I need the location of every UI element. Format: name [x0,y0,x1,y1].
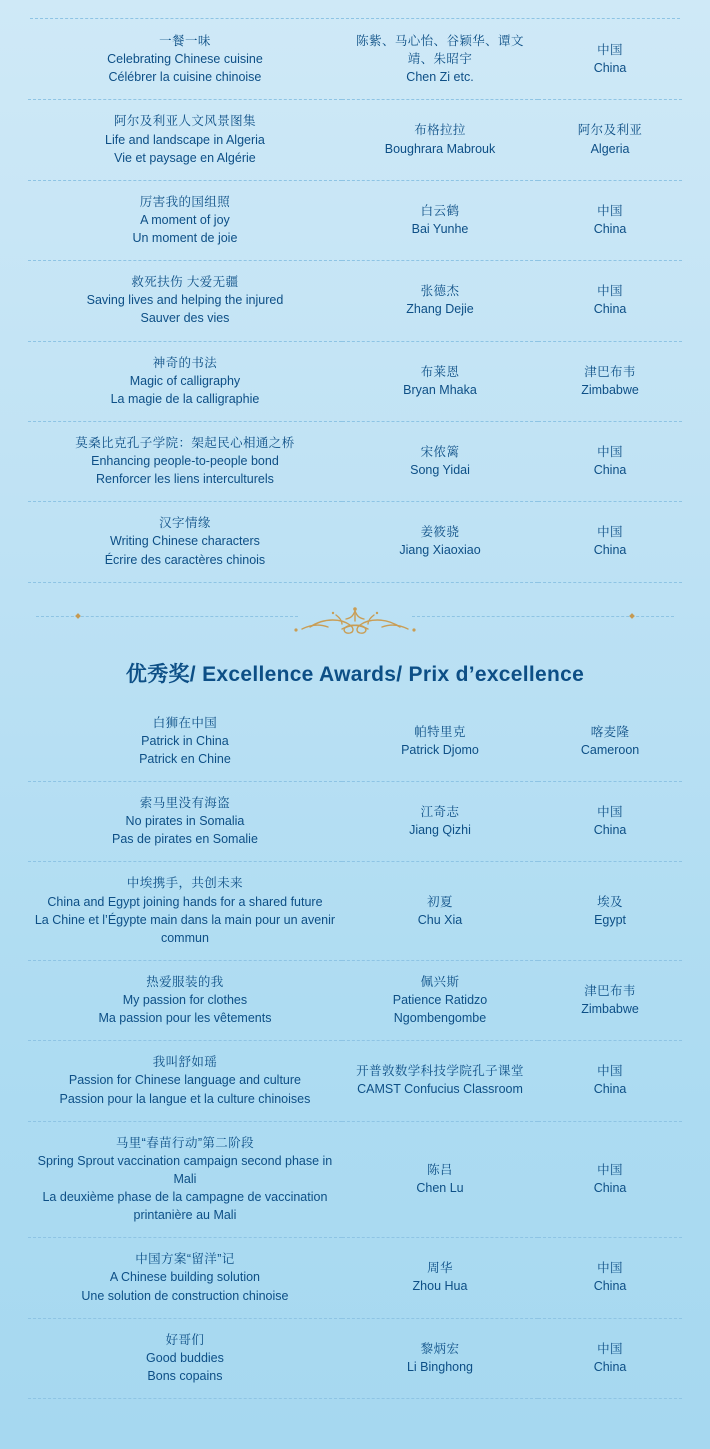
table-row [28,261,682,341]
entry-title-fr: Pas de pirates en Somalie [111,832,258,847]
entry-country-en: China [593,302,627,317]
entry-country-zh: 中国 [597,444,623,459]
entry-title-fr: Vie et paysage en Algérie [114,150,256,165]
entry-title-zh: 马里“春苗行动”第二阶段 [115,1135,255,1150]
entry-title-fr: Bons copains [147,1368,223,1383]
entry-author-cell [342,502,538,582]
entry-title-zh: 一餐一味 [159,34,211,48]
page-title [28,650,682,702]
entry-author-en: Chen Zi etc. [406,70,474,85]
entry-title-en: Saving lives and helping the injured [86,293,284,308]
entry-title-fr: Passion pour la langue et la culture chinoises [59,1091,311,1106]
entry-country-en: Cameroon [580,742,640,757]
table-row [28,702,682,782]
table-row [28,341,682,421]
entry-author-zh: 开普敦数学科技学院孔子课堂 [356,1064,524,1079]
entry-author-en: Patience Ratidzo Ngombengombe [392,993,488,1026]
top-awards-body [28,20,682,582]
entry-country-en: Zimbabwe [581,1002,639,1017]
entry-author-en: Song Yidai [410,463,470,478]
entry-title-fr: Sauver des vies [140,311,230,326]
entry-title-en: Enhancing people-to-people bond [91,454,279,468]
table-row [28,180,682,260]
table-row [28,1041,682,1121]
table-row [28,421,682,501]
entry-country-en: Algeria [590,141,630,156]
entry-country-en: China [593,221,627,236]
table-row [28,502,682,582]
entry-title-zh: 索马里没有海盗 [139,796,231,810]
entry-title-zh: 热爱服装的我 [146,974,224,989]
entry-author-cell [342,341,538,421]
entry-country-cell [538,100,682,180]
entry-author-en: Zhang Dejie [406,302,474,317]
entry-country-cell [538,341,682,421]
entry-author-en: Chu Xia [417,912,463,927]
flourish-ornament-icon [250,605,460,644]
entry-author-en: Jiang Qizhi [409,823,471,838]
entry-country-en: China [593,61,627,76]
entry-country-cell [538,782,682,862]
entry-title-cell [28,100,342,180]
entry-country-cell [538,1318,682,1398]
entry-country-zh: 喀麦隆 [590,724,630,739]
entry-title-cell [28,862,342,961]
entry-title-zh: 救死扶伤 大爱无疆 [131,275,239,290]
entry-title-cell [28,261,342,341]
entry-author-en: Patrick Djomo [401,742,479,757]
entry-country-cell [538,180,682,260]
entry-author-cell [342,862,538,961]
entry-author-zh: 黎炳宏 [420,1341,460,1356]
entry-country-en: China [593,463,627,478]
entry-country-cell [538,1041,682,1121]
entry-author-zh: 江奇志 [420,805,460,820]
entry-title-cell [28,1121,342,1238]
section-title-latin: Excellence Awards/ Prix d’excellence [202,662,585,686]
section-divider [28,583,682,650]
entry-title-cell [28,1318,342,1398]
entry-country-cell [538,702,682,782]
entry-country-zh: 中国 [597,203,623,218]
entry-title-fr: Écrire des caractères chinois [104,552,266,567]
entry-country-en: Zimbabwe [581,382,639,397]
entry-author-cell [342,1121,538,1238]
bottom-spacer [28,1399,682,1419]
entry-author-cell [342,960,538,1040]
entry-country-zh: 中国 [597,43,623,58]
entry-title-en: Spring Sprout vaccination campaign second phase in Mali [37,1153,333,1186]
entry-country-cell [538,960,682,1040]
entry-title-en: China and Egypt joining hands for a shared future [47,894,323,909]
entry-title-zh: 阿尔及利亚人文风景图集 [114,114,256,129]
entry-title-cell [28,180,342,260]
entry-country-cell [538,502,682,582]
entry-country-cell [538,1238,682,1318]
entry-title-zh: 中国方案“留洋”记 [135,1252,235,1267]
entry-title-zh: 汉字情缘 [159,516,211,531]
entry-title-fr: Patrick en Chine [139,751,231,766]
table-row [28,1121,682,1238]
entry-country-zh: 中国 [597,1162,623,1177]
table-row [28,20,682,100]
entry-country-en: China [593,1279,627,1294]
entry-title-cell [28,502,342,582]
entry-title-fr: Une solution de construction chinoise [81,1288,289,1303]
entry-country-cell [538,1121,682,1238]
entry-country-zh: 中国 [597,805,623,820]
entry-title-cell [28,960,342,1040]
entry-country-zh: 津巴布韦 [584,364,636,379]
entry-title-zh: 白狮在中国 [152,715,218,730]
entry-title-zh: 好哥们 [165,1332,205,1347]
table-row [28,1318,682,1398]
section-title-zh: 优秀奖/ [125,662,196,686]
entry-title-en: Good buddies [146,1350,224,1365]
entry-author-en: Chen Lu [416,1180,464,1195]
entry-author-zh: 佩兴斯 [420,974,460,989]
entry-country-zh: 中国 [597,1341,623,1356]
entry-country-en: Egypt [594,912,627,927]
table-row [28,100,682,180]
entry-country-cell [538,421,682,501]
entry-title-en: No pirates in Somalia [125,814,245,829]
entry-author-en: Li Binghong [406,1359,474,1374]
entry-title-zh: 中埃携手，共创未来 [126,876,243,891]
entry-author-cell [342,180,538,260]
entry-country-zh: 中国 [597,525,623,540]
entry-title-cell [28,702,342,782]
excellence-awards-table [28,702,682,1399]
entry-country-en: China [593,1082,627,1097]
entry-title-fr: Ma passion pour les vêtements [98,1011,272,1026]
entry-author-zh: 初夏 [427,894,453,909]
entry-country-zh: 津巴布韦 [584,983,636,998]
entry-author-cell [342,1041,538,1121]
entry-title-cell [28,341,342,421]
entry-title-fr: Célébrer la cuisine chinoise [108,70,262,85]
entry-author-zh: 陈吕 [427,1162,453,1177]
entry-country-zh: 中国 [597,284,623,299]
entry-title-fr: Renforcer les liens interculturels [96,472,274,487]
entry-title-fr: La magie de la calligraphie [110,391,260,406]
entry-title-fr: Un moment de joie [132,231,238,245]
entry-title-en: A Chinese building solution [109,1270,260,1285]
entry-title-cell [28,1238,342,1318]
entry-country-en: China [593,823,627,838]
table-row [28,960,682,1040]
entry-author-zh: 陈紫、马心怡、谷颖华、谭文靖、朱昭宇 [356,34,524,67]
entry-country-en: China [593,543,627,558]
entry-author-en: CAMST Confucius Classroom [357,1082,523,1097]
entry-title-fr: La deuxième phase de la campagne de vaccination printanière au Mali [42,1190,328,1223]
entry-title-en: Passion for Chinese language and culture [68,1073,301,1088]
entry-title-en: Celebrating Chinese cuisine [107,52,263,67]
entry-author-zh: 姜筱骁 [420,525,460,540]
entry-author-cell [342,261,538,341]
entry-author-cell [342,421,538,501]
table-row [28,862,682,961]
entry-author-zh: 白云鹤 [420,203,460,218]
entry-title-en: Magic of calligraphy [129,373,241,388]
entry-title-en: Patrick in China [141,733,229,748]
entry-author-en: Bai Yunhe [411,221,469,236]
entry-title-fr: La Chine et l’Égypte main dans la main pour un avenir commun [34,912,336,945]
entry-author-zh: 帕特里克 [414,724,466,739]
entry-author-cell [342,702,538,782]
entry-title-en: Writing Chinese characters [110,534,260,549]
entry-author-cell [342,1238,538,1318]
entry-title-cell [28,20,342,100]
entry-title-en: Life and landscape in Algeria [105,132,265,147]
table-row [28,1238,682,1318]
entry-author-zh: 布莱恩 [420,364,460,379]
entry-country-zh: 阿尔及利亚 [577,123,643,138]
entry-author-en: Bryan Mhaka [403,382,477,397]
entry-title-cell [28,1041,342,1121]
entry-title-zh: 莫桑比克孔子学院：架起民心相通之桥 [75,435,295,450]
entry-country-zh: 埃及 [597,894,623,909]
top-awards-table [28,20,682,583]
entry-country-en: China [593,1180,627,1195]
entry-author-zh: 宋侬篱 [420,444,460,459]
entry-title-zh: 我叫舒如瑶 [152,1055,218,1070]
entry-country-cell [538,20,682,100]
entry-title-zh: 厉害我的国组照 [139,194,231,209]
entry-country-zh: 中国 [597,1261,623,1276]
entry-author-zh: 周华 [427,1261,453,1276]
entry-title-en: A moment of joy [140,212,230,227]
entry-author-cell [342,782,538,862]
entry-country-cell [538,862,682,961]
entry-author-zh: 张德杰 [420,284,460,299]
table-row [28,782,682,862]
entry-author-en: Boughrara Mabrouk [384,141,496,156]
entry-author-cell [342,100,538,180]
entry-author-cell [342,20,538,100]
entry-title-cell [28,782,342,862]
entry-title-en: My passion for clothes [122,993,248,1007]
entry-country-zh: 中国 [597,1064,623,1079]
entry-author-en: Jiang Xiaoxiao [399,543,481,558]
entry-author-en: Zhou Hua [412,1279,468,1294]
entry-title-cell [28,421,342,501]
entry-country-cell [538,261,682,341]
entry-title-zh: 神奇的书法 [152,355,218,370]
entry-author-cell [342,1318,538,1398]
entry-author-zh: 布格拉拉 [414,123,466,138]
entry-country-en: China [593,1359,627,1374]
excellence-awards-body [28,702,682,1399]
